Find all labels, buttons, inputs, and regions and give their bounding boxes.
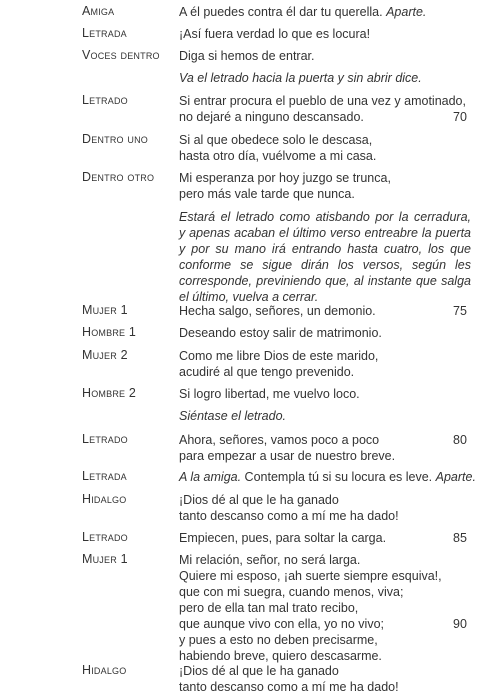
line-number: 75 xyxy=(453,304,467,318)
verse xyxy=(179,170,471,202)
verse-line: A él puedes contra él dar tu querella. xyxy=(179,5,387,19)
verse-line: Diga si hemos de entrar. xyxy=(179,49,315,63)
verse-line: tanto descanso como a mí me ha dado! xyxy=(179,509,399,523)
speaker-name: Hidalgo xyxy=(82,663,127,677)
verse-line: Quiere mi esposo, ¡ah suerte siempre esquiva!, xyxy=(179,569,442,583)
verse-line: ¡Dios dé al que le ha ganado xyxy=(179,664,339,678)
verse xyxy=(179,663,471,695)
verse xyxy=(179,48,471,64)
verse-line: Si logro libertad, me vuelvo loco. xyxy=(179,387,360,401)
verse xyxy=(179,432,471,464)
speaker-name: Letrada xyxy=(82,469,127,483)
verse-line: Si al que obedece solo le descasa, xyxy=(179,133,373,147)
verse-line: habiendo breve, quiero descasarme. xyxy=(179,649,382,663)
verse xyxy=(179,93,471,125)
stage-line: corresponde, previniendo que, al instante que salga xyxy=(179,274,471,288)
verse xyxy=(179,492,471,524)
speaker-name: Mujer 2 xyxy=(82,348,128,362)
speaker-name: Hidalgo xyxy=(82,492,127,506)
verse-line: pero de ella tan mal trato recibo, xyxy=(179,601,359,615)
verse-line: que aunque vivo con ella, yo no vivo; xyxy=(179,617,384,631)
speaker-name: Letrado xyxy=(82,93,128,107)
verse-line: y pues a esto no deben precisarme, xyxy=(179,633,378,647)
verse-line: Hecha salgo, señores, un demonio. xyxy=(179,304,376,318)
verse xyxy=(179,132,471,164)
verse-line: ¡Dios dé al que le ha ganado xyxy=(179,493,339,507)
aside-direction: A la amiga. xyxy=(179,470,242,484)
verse-line: hasta otro día, vuélvome a mi casa. xyxy=(179,149,377,163)
verse xyxy=(179,303,471,319)
verse xyxy=(179,26,471,42)
verse xyxy=(179,552,471,664)
verse xyxy=(179,4,471,20)
speaker-name: Voces dentro xyxy=(82,48,160,62)
stage-line: Va el letrado hacia la puerta y sin abrir dice. xyxy=(179,71,422,85)
verse-line: Deseando estoy salir de matrimonio. xyxy=(179,326,382,340)
verse-line: Mi esperanza por hoy juzgo se trunca, xyxy=(179,171,391,185)
stage-line: y apenas acaban el último verso entreabre la puerta xyxy=(179,226,471,240)
verse xyxy=(179,386,471,402)
verse-line: ¡Así fuera verdad lo que es locura! xyxy=(179,27,371,41)
verse-line: que con mi suegra, cuando menos, viva; xyxy=(179,585,404,599)
speaker-name: Amiga xyxy=(82,4,115,18)
verse-line: Ahora, señores, vamos poco a poco xyxy=(179,433,380,447)
aside-direction: Aparte. xyxy=(435,470,476,484)
verse-line: acudiré al que tengo prevenido. xyxy=(179,365,355,379)
verse-line: Si entrar procura el pueblo de una vez y amotinado, xyxy=(179,94,466,108)
stage-line: Siéntase el letrado. xyxy=(179,409,287,423)
speaker-name: Mujer 1 xyxy=(82,303,128,317)
line-number: 85 xyxy=(453,531,467,545)
verse-line: para empezar a usar de nuestro breve. xyxy=(179,449,396,463)
stage-line: conforme se sigue dirán los versos, según les xyxy=(179,258,471,272)
line-number: 90 xyxy=(453,617,467,631)
line-number: 80 xyxy=(453,433,467,447)
verse-line: Como me libre Dios de este marido, xyxy=(179,349,379,363)
verse xyxy=(179,469,476,485)
speaker-name: Hombre 1 xyxy=(82,325,137,339)
aside-direction: Aparte. xyxy=(386,5,427,19)
verse xyxy=(179,325,471,341)
speaker-name: Mujer 1 xyxy=(82,552,128,566)
verse-line: Contempla tú si su locura es leve. xyxy=(241,470,436,484)
verse-line: Empiecen, pues, para soltar la carga. xyxy=(179,531,387,545)
speaker-name: Dentro otro xyxy=(82,170,155,184)
stage-line: Estará el letrado como atisbando por la cerradura, xyxy=(179,210,471,224)
verse-line: Mi relación, señor, no será larga. xyxy=(179,553,361,567)
speaker-name: Letrada xyxy=(82,26,127,40)
stage-line: y por su mano irá entrando hasta cuatro, los que xyxy=(179,242,471,256)
stage-line: el último, vuelva a cerrar. xyxy=(179,290,319,304)
speaker-name: Dentro uno xyxy=(82,132,148,146)
speaker-name: Letrado xyxy=(82,530,128,544)
verse-line: tanto descanso como a mí me ha dado! xyxy=(179,680,399,694)
verse xyxy=(179,348,471,380)
speaker-name: Letrado xyxy=(82,432,128,446)
line-number: 70 xyxy=(453,110,467,124)
verse-line: no dejaré a ninguno descansado. xyxy=(179,110,364,124)
verse-line: pero más vale tarde que nunca. xyxy=(179,187,355,201)
verse xyxy=(179,530,471,546)
speaker-name: Hombre 2 xyxy=(82,386,137,400)
